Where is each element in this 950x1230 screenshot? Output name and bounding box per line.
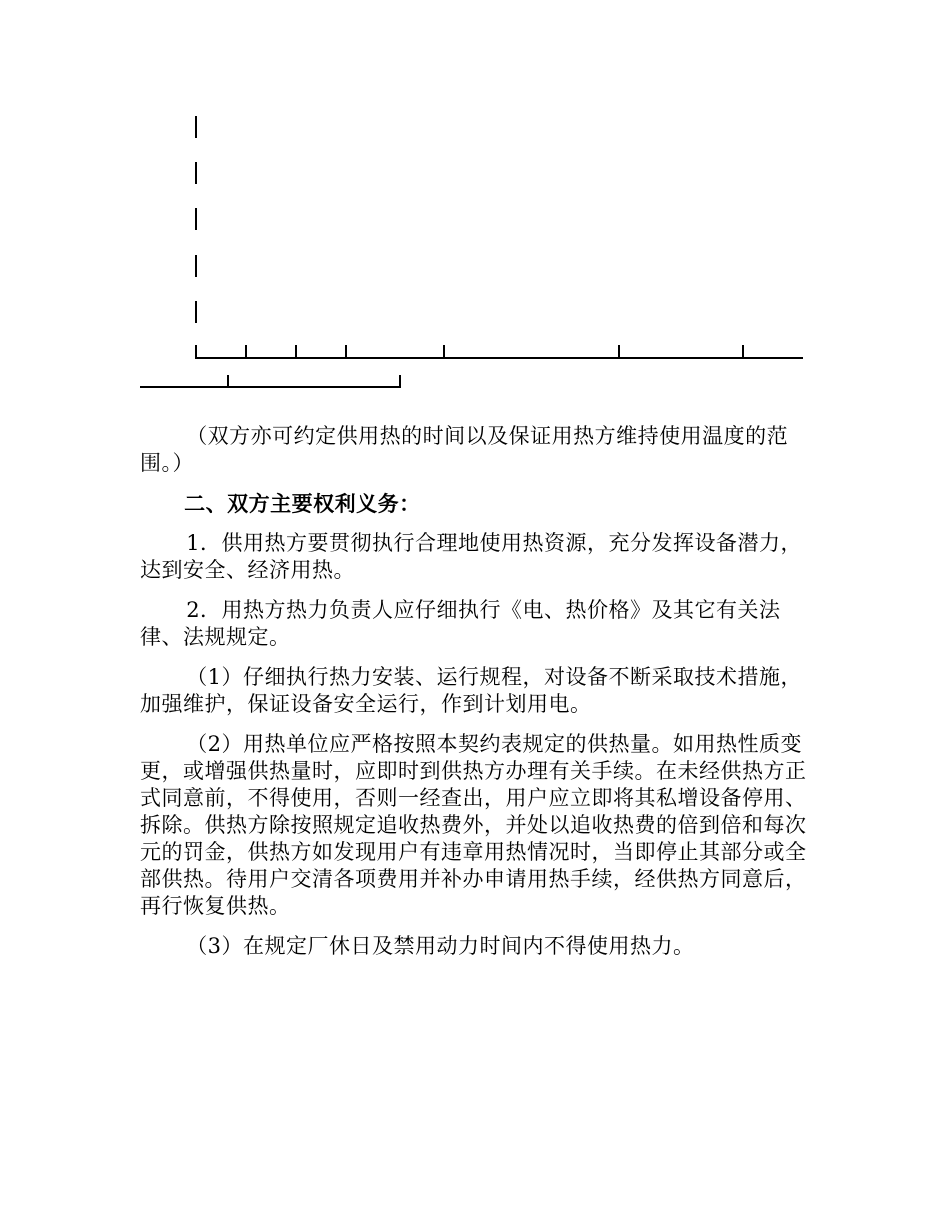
table-column-divider xyxy=(443,345,445,359)
table-left-border-segment xyxy=(195,255,197,277)
paragraph: （2）用热单位应严格按照本契约表规定的供热量。如用热性质变更，或增强供热量时，应即时到供热方办理有关手续。在未经供热方正式同意前，不得使用，否则一经查出，用户应立即将其私增设备停用、拆除。供热方除按照规定追收热费外，并处以追收热费的倍到倍和每次元的罚金，供热方如发现用户有违章用热情况时，当即停止其部分或全部供热。待用户交清各项费用并补办申请用热手续，经供热方同意后，再行恢复供热。 xyxy=(140,732,807,918)
table-column-divider xyxy=(245,345,247,359)
table-bottom-border-wrapped xyxy=(140,386,401,388)
paragraph: （3）在规定厂休日及禁用动力时间内不得使用热力。 xyxy=(186,934,695,958)
table-column-divider xyxy=(295,345,297,359)
paragraph: 1．供用热方要贯彻执行合理地使用热资源，充分发挥设备潜力，达到安全、经济用热。 xyxy=(140,531,803,582)
paragraph: （1）仔细执行热力安装、运行规程，对设备不断采取技术措施，加强维护，保证设备安全运行，作到计划用电。 xyxy=(140,665,803,716)
table-column-divider xyxy=(618,345,620,359)
note-paragraph: （双方亦可约定供用热的时间以及保证用热方维持使用温度的范围。） xyxy=(140,424,789,475)
table-bottom-border xyxy=(195,357,803,359)
table-left-border-segment xyxy=(195,208,197,230)
table-column-divider xyxy=(345,345,347,359)
table-corner xyxy=(399,375,401,388)
paragraph: 2．用热方热力负责人应仔细执行《电、热价格》及其它有关法律、法规规定。 xyxy=(140,598,781,649)
table-column-divider xyxy=(227,375,229,388)
table-left-border-segment xyxy=(195,162,197,184)
table-left-border-segment xyxy=(195,116,197,138)
table-column-divider xyxy=(742,345,744,359)
table-left-border-segment xyxy=(195,301,197,323)
document-body xyxy=(140,423,810,973)
section-heading: 二、双方主要权利义务： xyxy=(184,491,421,516)
